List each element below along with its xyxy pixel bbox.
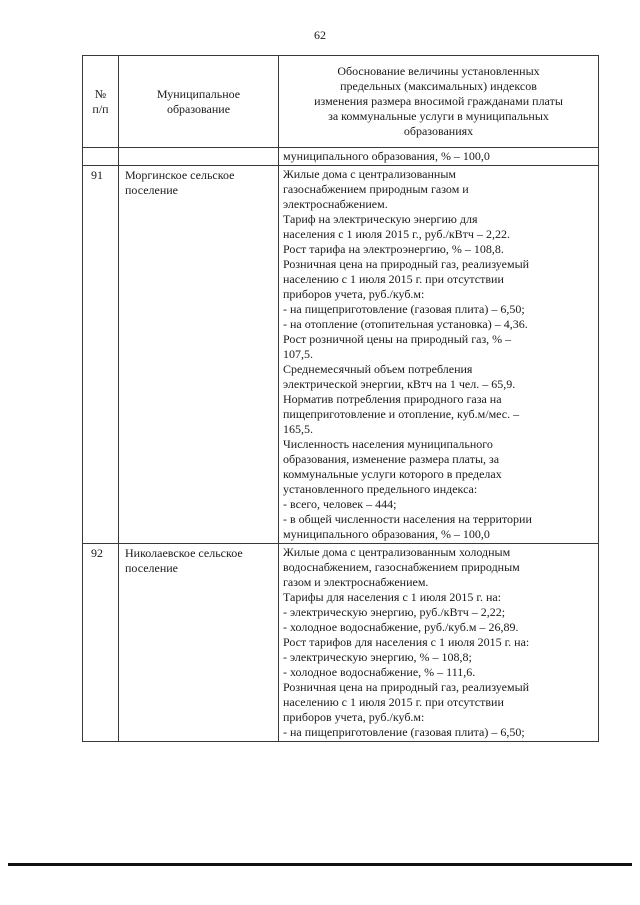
header-num [83,56,119,148]
continuation-num-cell [83,148,119,166]
row-justification [279,166,599,544]
justification-line: - холодное водоснабжение, % – 111,6. [283,665,476,679]
header-justification-line: за коммунальные услуги в муниципальных [328,109,549,123]
municipality-line: поселение [125,183,179,197]
justification-line: приборов учета, руб./куб.м: [283,287,425,301]
justification-line: Численность населения муниципального [283,437,493,451]
justification-line: населению с 1 июля 2015 г. при отсутствии [283,272,504,286]
justification-line: 107,5. [283,347,313,361]
row-municipality [119,166,279,544]
row-number: 92 [83,544,119,742]
header-justification-line: Обоснование величины установленных [337,64,540,78]
bottom-rule [8,863,632,866]
justification-line: Рост тарифа на электроэнергию, % – 108,8. [283,242,504,256]
continuation-line: муниципального образования, % – 100,0 [283,149,490,163]
justification-line: приборов учета, руб./куб.м: [283,710,425,724]
justification-line: - на отопление (отопительная установка) – 4,36. [283,317,528,331]
justification-line: 165,5. [283,422,313,436]
justification-line: Среднемесячный объем потребления [283,362,473,376]
continuation-row [83,148,599,166]
continuation-municipality-cell [119,148,279,166]
justification-line: Рост тарифов для населения с 1 июля 2015 г. на: [283,635,530,649]
justification-line: установленного предельного индекса: [283,482,478,496]
justification-line: - холодное водоснабжение, руб./куб.м – 26,89. [283,620,519,634]
justification-line: водоснабжением, газоснабжением природным [283,560,520,574]
continuation-text-cell [279,148,599,166]
header-num-line: № [94,86,107,101]
justification-line: Норматив потребления природного газа на [283,392,502,406]
header-municipality-line: образование [166,101,231,116]
justification-line: населению с 1 июля 2015 г. при отсутствии [283,695,504,709]
row-justification [279,544,599,742]
header-municipality [119,56,279,148]
justification-line: электроснабжением. [283,197,388,211]
justification-line: - на пищеприготовление (газовая плита) – 6,50; [283,725,525,739]
justification-line: Розничная цена на природный газ, реализуемый [283,680,530,694]
justification-line: пищеприготовление и отопление, куб.м/мес. – [283,407,520,421]
justification-line: - электрическую энергию, % – 108,8; [283,650,472,664]
justification-line: Жилые дома с централизованным холодным [283,545,511,559]
tariff-table [82,55,599,742]
justification-line: - на пищеприготовление (газовая плита) – 6,50; [283,302,525,316]
header-justification-line: предельных (максимальных) индексов [340,79,537,93]
row-number: 91 [83,166,119,544]
justification-line: образования, изменение размера платы, за [283,452,500,466]
page-number: 62 [314,28,326,42]
justification-line: коммунальные услуги которого в пределах [283,467,502,481]
justification-line: электрической энергии, кВтч на 1 чел. – 65,9. [283,377,516,391]
header-justification [279,56,599,148]
justification-line: - электрическую энергию, руб./кВтч – 2,22; [283,605,506,619]
header-municipality-line: Муниципальное [156,86,241,101]
justification-line: газоснабжением природным газом и [283,182,469,196]
table-row [83,544,599,742]
table-row [83,166,599,544]
justification-line: - всего, человек – 444; [283,497,397,511]
justification-line: Тарифы для населения с 1 июля 2015 г. на: [283,590,502,604]
justification-line: Тариф на электрическую энергию для [283,212,478,226]
municipality-line: Николаевское сельское [125,546,243,560]
row-municipality [119,544,279,742]
table-header-row [83,56,599,148]
header-justification-line: изменения размера вносимой гражданами платы [314,94,563,108]
justification-line: Розничная цена на природный газ, реализуемый [283,257,530,271]
justification-line: Жилые дома с централизованным [283,167,456,181]
header-justification-line: образованиях [403,124,474,138]
justification-line: - в общей численности населения на территории [283,512,532,526]
municipality-line: Моргинское сельское [125,168,235,182]
header-num-line: п/п [92,101,109,116]
justification-line: населения с 1 июля 2015 г., руб./кВтч – 2,22. [283,227,510,241]
justification-line: Рост розничной цены на природный газ, % – [283,332,512,346]
justification-line: муниципального образования, % – 100,0 [283,527,490,541]
justification-line: газом и электроснабжением. [283,575,429,589]
municipality-line: поселение [125,561,179,575]
